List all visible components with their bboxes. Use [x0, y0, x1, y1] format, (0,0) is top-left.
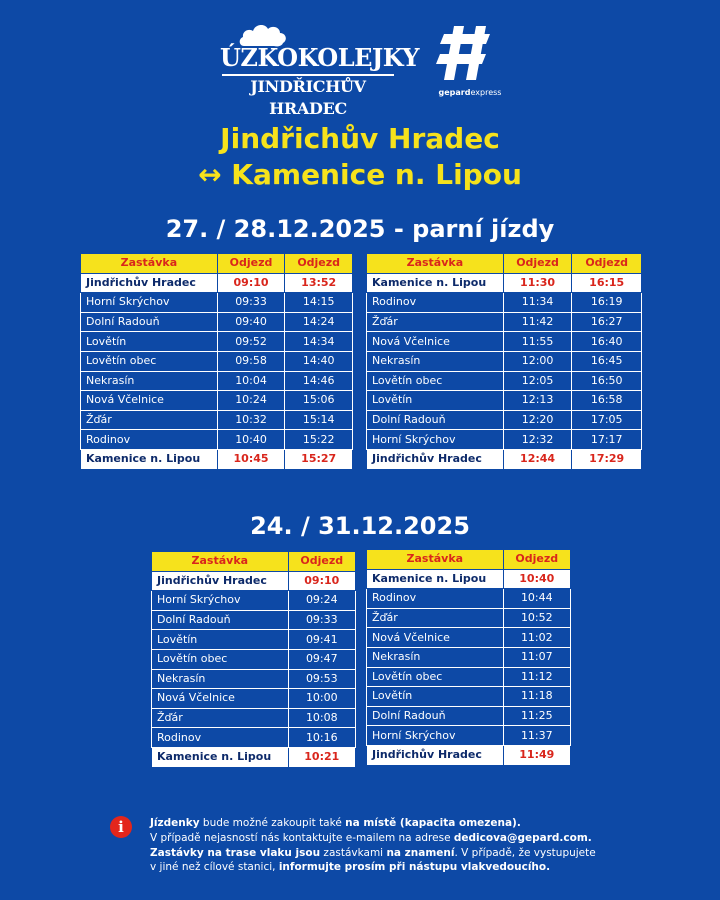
- stop-name: Jindřichův Hradec: [81, 273, 218, 293]
- stop-name: Nová Včelnice: [367, 332, 504, 352]
- table-row: [152, 591, 356, 611]
- stop-name: Nová Včelnice: [81, 391, 218, 411]
- header-stop: Zastávka: [152, 552, 289, 572]
- stop-name: Jindřichův Hradec: [152, 571, 289, 591]
- timetable-section2-outbound: [151, 551, 356, 768]
- table-row: [367, 312, 642, 332]
- stop-name: Lovětín: [367, 391, 504, 411]
- table-row: [367, 351, 642, 371]
- hash-icon: [430, 22, 510, 86]
- stop-name: Nekrasín: [367, 351, 504, 371]
- table-row: [81, 410, 353, 430]
- stop-name: Lovětín: [367, 687, 504, 707]
- table-row: [367, 589, 571, 609]
- header-stop: Zastávka: [367, 254, 504, 274]
- table-row: [81, 391, 353, 411]
- header-departure: Odjezd: [503, 550, 570, 570]
- stop-name: Dolní Radouň: [81, 312, 218, 332]
- table-row: [81, 351, 353, 371]
- stop-name: Žďár: [367, 608, 504, 628]
- table-row: [81, 293, 353, 313]
- departure-time: 16:19: [572, 293, 642, 313]
- stop-name: Žďár: [152, 708, 289, 728]
- stop-name: Horní Skrýchov: [367, 726, 504, 746]
- stop-name: Horní Skrýchov: [152, 591, 289, 611]
- header: [0, 14, 720, 118]
- departure-time: 11:12: [503, 667, 570, 687]
- section2-title: 24. / 31.12.2025: [250, 512, 470, 540]
- departure-time: 11:30: [503, 273, 572, 293]
- departure-time: 10:08: [288, 708, 355, 728]
- header-departure: Odjezd: [285, 254, 353, 274]
- stop-name: Jindřichův Hradec: [367, 745, 504, 765]
- stop-name: Lovětín: [81, 332, 218, 352]
- departure-time: 10:16: [288, 728, 355, 748]
- departure-time: 10:52: [503, 608, 570, 628]
- table-row: [81, 371, 353, 391]
- table-row: [81, 332, 353, 352]
- table-row: [152, 708, 356, 728]
- departure-time: 15:27: [285, 449, 353, 469]
- table-row: [152, 649, 356, 669]
- table-header-row: [152, 552, 356, 572]
- stop-name: Žďár: [367, 312, 504, 332]
- logo-line1: ÚZKOKOLEJKY: [220, 43, 420, 72]
- departure-time: 09:10: [288, 571, 355, 591]
- info-line: Jízdenky bude možné zakoupit také na místě (kapacita omezena).: [150, 817, 521, 829]
- departure-time: 09:33: [217, 293, 285, 313]
- timetable-section1-outbound: [80, 253, 353, 470]
- info-text: [150, 816, 630, 875]
- info-line: Zastávky na trase vlaku jsou zastávkami na znamení. V případě, že vystupujete: [150, 846, 596, 859]
- stop-name: Rodinov: [152, 728, 289, 748]
- stop-name: Lovětín obec: [81, 351, 218, 371]
- stop-name: Horní Skrýchov: [367, 430, 504, 450]
- table-row: [152, 669, 356, 689]
- departure-time: 14:34: [285, 332, 353, 352]
- departure-time: 12:05: [503, 371, 572, 391]
- departure-time: 09:53: [288, 669, 355, 689]
- stop-name: Lovětín obec: [152, 649, 289, 669]
- stop-name: Rodinov: [367, 589, 504, 609]
- stop-name: Kamenice n. Lipou: [152, 747, 289, 767]
- departure-time: 10:21: [288, 747, 355, 767]
- departure-time: 11:42: [503, 312, 572, 332]
- table-row: [152, 747, 356, 767]
- header-departure: Odjezd: [288, 552, 355, 572]
- table-row: [367, 410, 642, 430]
- table-row: [367, 391, 642, 411]
- header-departure: Odjezd: [503, 254, 572, 274]
- departure-time: 15:22: [285, 430, 353, 450]
- departure-time: 16:15: [572, 273, 642, 293]
- stop-name: Nekrasín: [367, 647, 504, 667]
- stop-name: Rodinov: [367, 293, 504, 313]
- timetable-section2-return: [366, 549, 571, 766]
- departure-time: 09:47: [288, 649, 355, 669]
- stop-name: Dolní Radouň: [367, 706, 504, 726]
- gepard-express-wordmark: gepardexpress: [438, 88, 502, 97]
- departure-time: 10:00: [288, 689, 355, 709]
- departure-time: 16:58: [572, 391, 642, 411]
- departure-time: 16:40: [572, 332, 642, 352]
- table-row: [367, 293, 642, 313]
- table-row: [81, 312, 353, 332]
- stop-name: Kamenice n. Lipou: [81, 449, 218, 469]
- section1-title: 27. / 28.12.2025 - parní jízdy: [165, 215, 555, 243]
- departure-time: 17:17: [572, 430, 642, 450]
- departure-time: 11:34: [503, 293, 572, 313]
- departure-time: 14:46: [285, 371, 353, 391]
- timetable-section1-return: [366, 253, 642, 470]
- departure-time: 09:24: [288, 591, 355, 611]
- stop-name: Horní Skrýchov: [81, 293, 218, 313]
- departure-time: 12:20: [503, 410, 572, 430]
- departure-time: 10:44: [503, 589, 570, 609]
- table-row: [367, 569, 571, 589]
- stop-name: Rodinov: [81, 430, 218, 450]
- departure-time: 16:50: [572, 371, 642, 391]
- departure-time: 11:49: [503, 745, 570, 765]
- info-icon: i: [110, 816, 132, 838]
- gepard-express-logo: [430, 22, 510, 106]
- table-row: [152, 689, 356, 709]
- departure-time: 11:18: [503, 687, 570, 707]
- departure-time: 15:06: [285, 391, 353, 411]
- stop-name: Jindřichův Hradec: [367, 449, 504, 469]
- departure-time: 10:04: [217, 371, 285, 391]
- info-line: v jiné než cílové stanici, informujte prosím při nástupu vlakvedoucího.: [150, 861, 551, 874]
- route-destination: ↔ Kamenice n. Lipou: [198, 158, 522, 191]
- stop-name: Nová Včelnice: [152, 689, 289, 709]
- table-header-row: [367, 550, 571, 570]
- stop-name: Lovětín obec: [367, 667, 504, 687]
- departure-time: 11:37: [503, 726, 570, 746]
- departure-time: 11:55: [503, 332, 572, 352]
- departure-time: 15:14: [285, 410, 353, 430]
- table-header-row: [367, 254, 642, 274]
- departure-time: 10:40: [503, 569, 570, 589]
- table-header-row: [81, 254, 353, 274]
- table-row: [81, 449, 353, 469]
- table-row: [367, 371, 642, 391]
- table-row: [367, 449, 642, 469]
- departure-time: 16:27: [572, 312, 642, 332]
- table-row: [367, 647, 571, 667]
- header-stop: Zastávka: [367, 550, 504, 570]
- stop-name: Nová Včelnice: [367, 628, 504, 648]
- departure-time: 09:58: [217, 351, 285, 371]
- route-origin: Jindřichův Hradec: [220, 122, 500, 155]
- stop-name: Kamenice n. Lipou: [367, 569, 504, 589]
- departure-time: 14:40: [285, 351, 353, 371]
- table-row: [367, 706, 571, 726]
- departure-time: 09:52: [217, 332, 285, 352]
- departure-time: 09:41: [288, 630, 355, 650]
- table-row: [152, 728, 356, 748]
- table-row: [367, 628, 571, 648]
- stop-name: Dolní Radouň: [152, 610, 289, 630]
- departure-time: 14:15: [285, 293, 353, 313]
- departure-time: 12:13: [503, 391, 572, 411]
- departure-time: 13:52: [285, 273, 353, 293]
- table-row: [152, 571, 356, 591]
- departure-time: 10:24: [217, 391, 285, 411]
- stop-name: Kamenice n. Lipou: [367, 273, 504, 293]
- table-row: [81, 430, 353, 450]
- departure-time: 12:00: [503, 351, 572, 371]
- table-row: [367, 332, 642, 352]
- stop-name: Nekrasín: [152, 669, 289, 689]
- table-row: [367, 745, 571, 765]
- departure-time: 10:32: [217, 410, 285, 430]
- logo-line2: JINDŘICHŮV HRADEC: [250, 77, 366, 118]
- departure-time: 09:10: [217, 273, 285, 293]
- departure-time: 11:02: [503, 628, 570, 648]
- departure-time: 09:33: [288, 610, 355, 630]
- table-row: [367, 273, 642, 293]
- uzkokolejky-logo: [220, 22, 420, 118]
- departure-time: 11:07: [503, 647, 570, 667]
- departure-time: 12:44: [503, 449, 572, 469]
- table-row: [367, 687, 571, 707]
- departure-time: 09:40: [217, 312, 285, 332]
- departure-time: 10:45: [217, 449, 285, 469]
- info-line: V případě nejasností nás kontaktujte e-mailem na adrese dedicova@gepard.com.: [150, 831, 592, 844]
- table-row: [152, 610, 356, 630]
- table-row: [152, 630, 356, 650]
- stop-name: Dolní Radouň: [367, 410, 504, 430]
- departure-time: 10:40: [217, 430, 285, 450]
- departure-time: 12:32: [503, 430, 572, 450]
- header-stop: Zastávka: [81, 254, 218, 274]
- stop-name: Lovětín: [152, 630, 289, 650]
- departure-time: 17:05: [572, 410, 642, 430]
- table-row: [367, 430, 642, 450]
- table-row: [367, 726, 571, 746]
- stop-name: Nekrasín: [81, 371, 218, 391]
- departure-time: 11:25: [503, 706, 570, 726]
- header-departure: Odjezd: [217, 254, 285, 274]
- table-row: [367, 608, 571, 628]
- table-row: [367, 667, 571, 687]
- stop-name: Žďár: [81, 410, 218, 430]
- departure-time: 17:29: [572, 449, 642, 469]
- table-row: [81, 273, 353, 293]
- header-departure: Odjezd: [572, 254, 642, 274]
- departure-time: 16:45: [572, 351, 642, 371]
- stop-name: Lovětín obec: [367, 371, 504, 391]
- departure-time: 14:24: [285, 312, 353, 332]
